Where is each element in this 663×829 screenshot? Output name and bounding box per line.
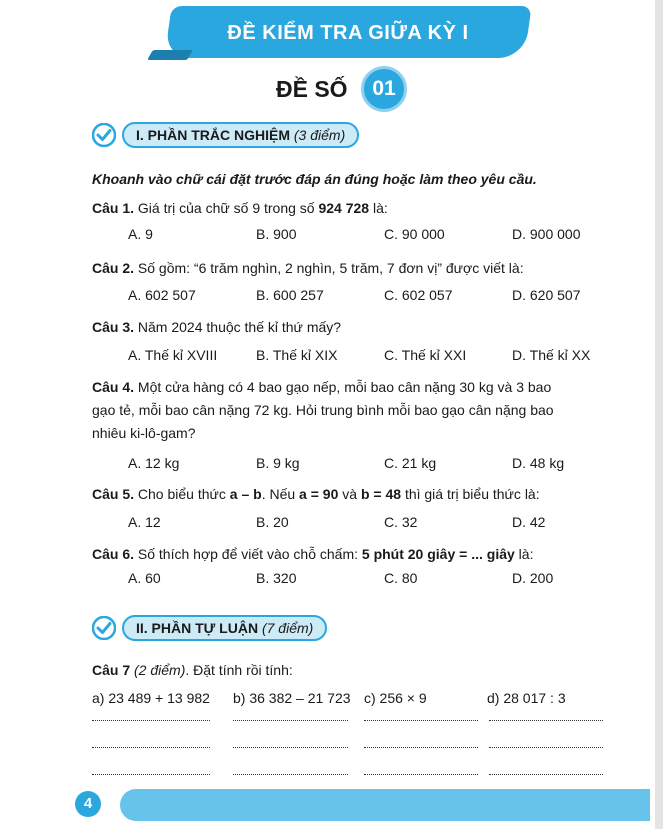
q3-option-b[interactable]: B. Thế kỉ XIX <box>256 347 338 363</box>
test-label: ĐỀ SỐ <box>276 76 348 102</box>
question-5-expr: a – b <box>229 486 262 502</box>
q5-option-d[interactable]: D. 42 <box>512 514 546 530</box>
question-6-text-1: Số thích hợp để viết vào chỗ chấm: <box>137 546 358 562</box>
page-edge <box>655 0 663 829</box>
check-circle-icon <box>92 123 116 147</box>
question-2-label: Câu 2. <box>92 260 135 276</box>
q4-option-a[interactable]: A. 12 kg <box>128 455 180 471</box>
question-4-text-1: Một cửa hàng có 4 bao gạo nếp, mỗi bao cân nặng 30 kg và 3 bao <box>137 379 552 395</box>
question-6-label: Câu 6. <box>92 546 135 562</box>
q1-option-c[interactable]: C. 90 000 <box>384 226 445 242</box>
question-5-label: Câu 5. <box>92 486 135 502</box>
answer-line[interactable] <box>92 719 210 721</box>
footer-bar <box>120 789 650 821</box>
question-5-cond-b: b = 48 <box>360 486 402 502</box>
question-6-text-2: là: <box>518 546 534 562</box>
section2-title: II. PHẦN TỰ LUẬN <box>136 620 259 636</box>
q6-option-b[interactable]: B. 320 <box>256 570 297 586</box>
question-3-label: Câu 3. <box>92 319 135 335</box>
question-7-text: . Đặt tính rồi tính: <box>185 662 293 678</box>
answer-line[interactable] <box>489 746 603 748</box>
answer-line[interactable] <box>489 719 603 721</box>
section2-points: (7 điểm) <box>261 620 314 636</box>
q7-part-d: d) 28 017 : 3 <box>487 690 566 706</box>
question-5-cond-a: a = 90 <box>299 486 339 502</box>
answer-line[interactable] <box>489 773 603 775</box>
q6-option-a[interactable]: A. 60 <box>128 570 161 586</box>
q6-option-d[interactable]: D. 200 <box>512 570 554 586</box>
answer-line[interactable] <box>233 719 348 721</box>
question-5-text-4: thì giá trị biểu thức là: <box>404 486 540 502</box>
header-banner-fold <box>147 50 193 60</box>
page-number: 4 <box>75 791 101 817</box>
answer-line[interactable] <box>364 773 478 775</box>
q1-option-b[interactable]: B. 900 <box>256 226 297 242</box>
question-5-text-1: Cho biểu thức <box>137 486 226 502</box>
question-1-text: Giá trị của chữ số 9 trong số <box>137 200 315 216</box>
question-7-label: Câu 7 <box>92 662 131 678</box>
question-5 <box>92 485 540 503</box>
q4-option-b[interactable]: B. 9 kg <box>256 455 300 471</box>
q7-part-c: c) 256 × 9 <box>364 690 427 706</box>
question-1-label: Câu 1. <box>92 200 135 216</box>
question-7-points: (2 điểm) <box>134 662 186 678</box>
q5-option-c[interactable]: C. 32 <box>384 514 418 530</box>
q5-option-a[interactable]: A. 12 <box>128 514 161 530</box>
q3-option-d[interactable]: D. Thế kỉ XX <box>512 347 591 363</box>
question-5-text-3: và <box>342 486 358 502</box>
question-4-line2: gạo tẻ, mỗi bao cân nặng 72 kg. Hỏi trung bình mỗi bao gạo cân nặng bao <box>92 402 554 418</box>
question-7 <box>92 661 293 679</box>
q4-option-d[interactable]: D. 48 kg <box>512 455 565 471</box>
q7-part-a: a) 23 489 + 13 982 <box>92 690 210 706</box>
answer-line[interactable] <box>92 773 210 775</box>
instruction: Khoanh vào chữ cái đặt trước đáp án đúng hoặc làm theo yêu cầu. <box>92 171 537 187</box>
answer-line[interactable] <box>92 746 210 748</box>
question-1 <box>92 199 388 217</box>
q2-option-c[interactable]: C. 602 057 <box>384 287 453 303</box>
page-title: ĐỀ KIỂM TRA GIỮA KỲ I <box>227 22 469 44</box>
q5-option-b[interactable]: B. 20 <box>256 514 289 530</box>
question-3-text: Năm 2024 thuộc thế kỉ thứ mấy? <box>137 319 342 335</box>
section1-title: I. PHẦN TRẮC NGHIỆM <box>136 127 290 143</box>
question-4-line1 <box>92 378 551 396</box>
question-2-text: Số gồm: “6 trăm nghìn, 2 nghìn, 5 trăm, 7 đơn vị” được viết là: <box>137 260 524 276</box>
q1-option-d[interactable]: D. 900 000 <box>512 226 581 242</box>
answer-line[interactable] <box>364 719 478 721</box>
q3-option-a[interactable]: A. Thế kỉ XVIII <box>128 347 218 363</box>
test-number-badge: 01 <box>361 66 407 112</box>
question-2 <box>92 259 524 277</box>
question-1-number: 924 728 <box>318 200 370 216</box>
q3-option-c[interactable]: C. Thế kỉ XXI <box>384 347 467 363</box>
q2-option-a[interactable]: A. 602 507 <box>128 287 196 303</box>
question-1-tail: là: <box>372 200 388 216</box>
section1-points: (3 điểm) <box>293 127 346 143</box>
question-4-label: Câu 4. <box>92 379 135 395</box>
answer-line[interactable] <box>233 773 348 775</box>
q2-option-d[interactable]: D. 620 507 <box>512 287 581 303</box>
question-5-text-2: . Nếu <box>261 486 296 502</box>
section1-heading <box>122 122 359 148</box>
section2-heading <box>122 615 327 641</box>
q6-option-c[interactable]: C. 80 <box>384 570 418 586</box>
check-circle-icon <box>92 616 116 640</box>
q2-option-b[interactable]: B. 600 257 <box>256 287 324 303</box>
q1-option-a[interactable]: A. 9 <box>128 226 153 242</box>
question-3 <box>92 318 341 336</box>
question-6 <box>92 545 533 563</box>
answer-line[interactable] <box>233 746 348 748</box>
question-4-line3: nhiêu ki-lô-gam? <box>92 425 196 441</box>
question-6-expr: 5 phút 20 giây = ... giây <box>361 546 515 562</box>
answer-line[interactable] <box>364 746 478 748</box>
q7-part-b: b) 36 382 – 21 723 <box>233 690 351 706</box>
q4-option-c[interactable]: C. 21 kg <box>384 455 437 471</box>
